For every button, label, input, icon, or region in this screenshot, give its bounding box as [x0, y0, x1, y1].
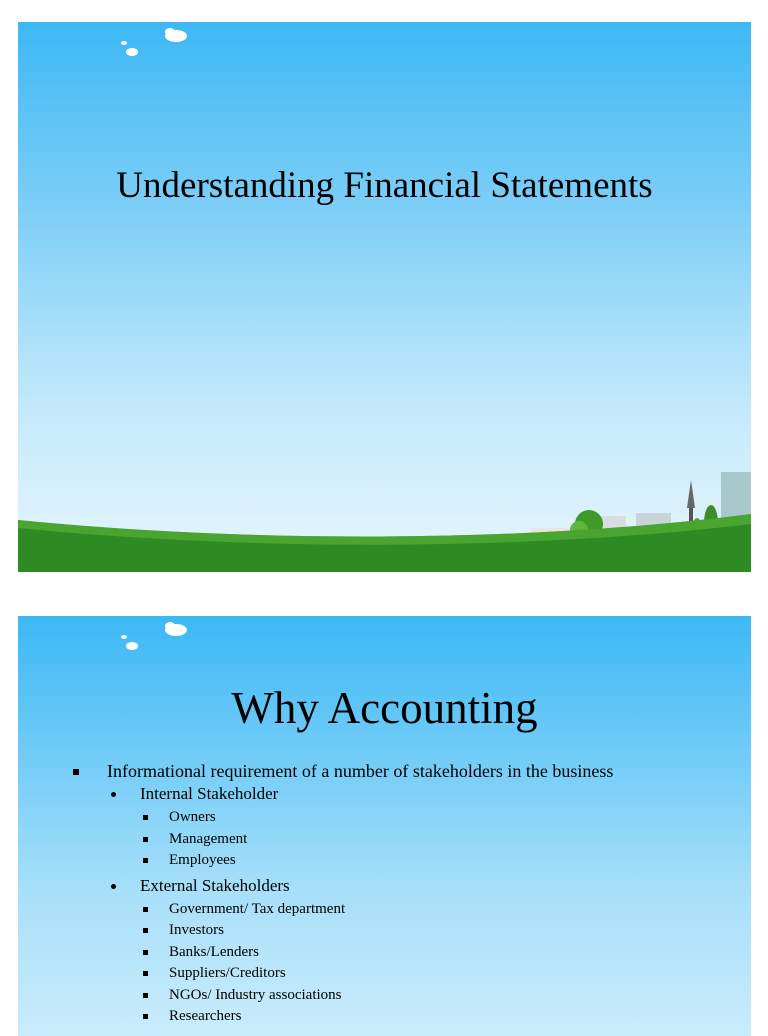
slide-title: Understanding Financial Statements	[116, 165, 653, 206]
list-item	[107, 784, 740, 872]
list-item: Government/ Tax department	[140, 899, 740, 921]
list-item	[107, 876, 740, 1028]
bullet-list	[70, 760, 740, 1032]
title-slide	[18, 22, 751, 572]
list-item: Researchers	[140, 1006, 740, 1028]
list-item: Owners	[140, 807, 740, 829]
green-hill-decoration	[18, 502, 751, 572]
clouds-decoration	[118, 616, 198, 656]
content-slide	[18, 616, 751, 1036]
list-item: Banks/Lenders	[140, 942, 740, 964]
list-item: Employees	[140, 850, 740, 872]
list-item: Investors	[140, 920, 740, 942]
list-item	[70, 760, 740, 1028]
clouds-decoration	[118, 22, 198, 62]
list-item-text: Internal Stakeholder	[140, 784, 279, 803]
slide-title: Why Accounting	[231, 683, 538, 733]
list-item-text: External Stakeholders	[140, 875, 290, 895]
list-item: NGOs/ Industry associations	[140, 985, 740, 1007]
list-item: Suppliers/Creditors	[140, 963, 740, 985]
list-item: Management	[140, 829, 740, 851]
list-item-text: Informational requirement of a number of stakeholders in the business	[107, 761, 614, 781]
